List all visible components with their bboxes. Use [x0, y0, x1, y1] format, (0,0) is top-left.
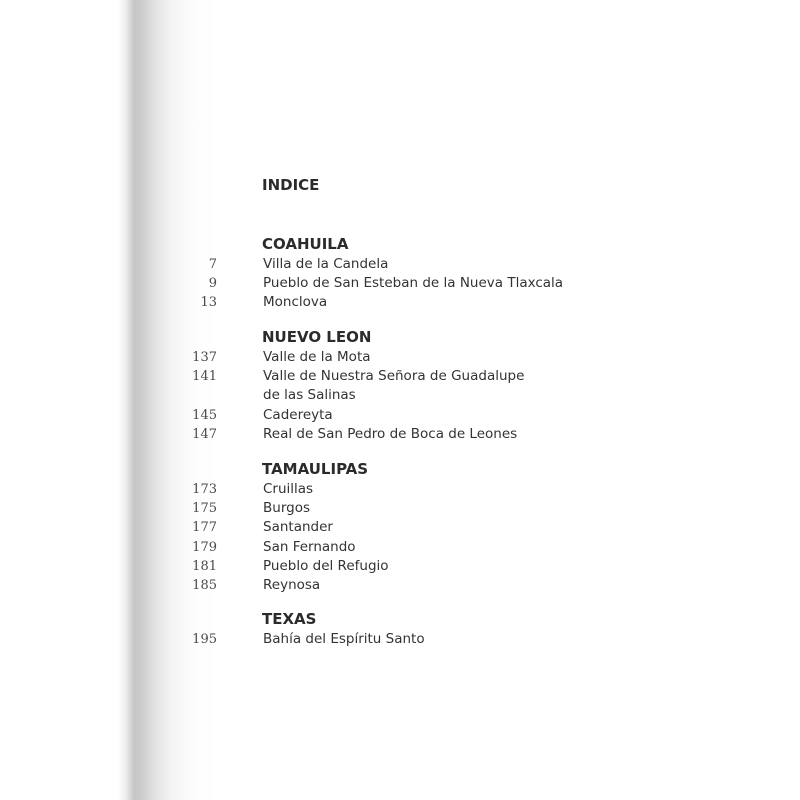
entry-page-number: 177: [192, 520, 217, 536]
entry-page-number: 137: [192, 350, 217, 365]
entry-title: Valle de Nuestra Señora de Guadalupe: [263, 368, 525, 385]
entry-title: Valle de la Mota: [263, 349, 371, 365]
entry-title: Burgos: [263, 500, 310, 517]
entry-page-number: 179: [192, 539, 217, 555]
entry-title: de las Salinas: [263, 387, 356, 404]
section-heading: TAMAULIPAS: [262, 460, 369, 478]
entry-page-number: 141: [192, 369, 217, 385]
entry-title: Cruillas: [263, 481, 314, 497]
entry-page-number: 185: [192, 578, 217, 593]
entry-page-number: 9: [208, 276, 217, 292]
entry-title: Monclova: [263, 294, 328, 311]
entry-title: Bahía del Espíritu Santo: [263, 631, 425, 647]
entry-page-number: 7: [208, 257, 217, 272]
entry-title: Reynosa: [263, 577, 321, 593]
entry-page-number: 181: [192, 558, 217, 574]
index-title: INDICE: [262, 176, 320, 194]
section-heading: NUEVO LEON: [262, 328, 372, 346]
entry-page-number: 147: [192, 426, 217, 442]
entry-title: Pueblo de San Esteban de la Nueva Tlaxcala: [263, 275, 564, 292]
entry-title: Cadereyta: [263, 406, 333, 423]
entry-page-number: 13: [200, 295, 217, 311]
entry-title: Real de San Pedro de Boca de Leones: [263, 425, 518, 442]
section-heading: TEXAS: [262, 610, 317, 628]
entry-title: Villa de la Candela: [263, 256, 389, 272]
entry-page-number: 173: [192, 482, 217, 497]
entry-page-number: 195: [192, 632, 217, 647]
entry-title: Pueblo del Refugio: [263, 557, 389, 574]
section-heading: COAHUILA: [262, 235, 349, 253]
entry-page-number: 145: [192, 407, 217, 423]
entry-title: Santander: [263, 519, 333, 536]
entry-title: San Fernando: [263, 538, 356, 555]
entry-page-number: 175: [192, 501, 217, 517]
